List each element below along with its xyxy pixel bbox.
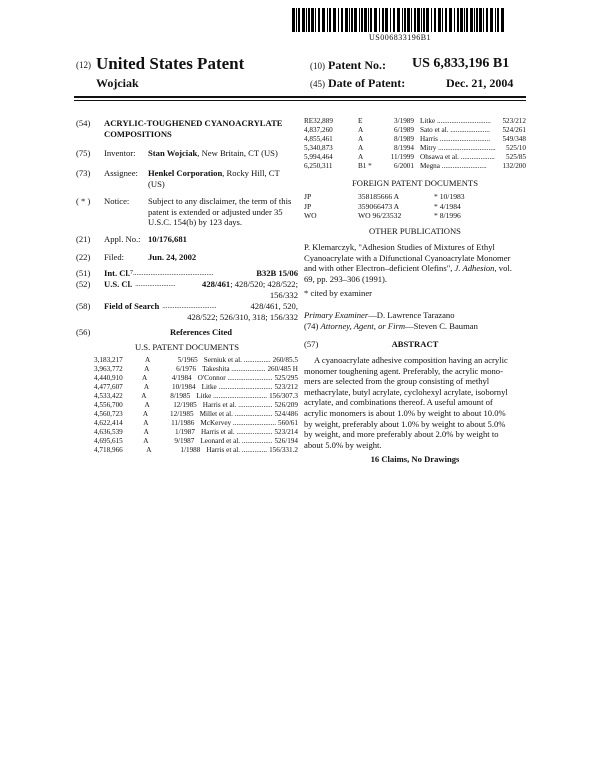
us-ref-row (94, 410, 298, 419)
ref-date: 5/1965 (177, 356, 198, 364)
ref-kind: A (142, 410, 149, 418)
ref-number: 4,636,539 (94, 428, 123, 436)
patent-no-tag: (10) (310, 61, 325, 71)
us-refs-list-right (304, 117, 526, 171)
refs-heading: References Cited (169, 327, 233, 337)
other-pub-line3-a: and with other Electron–deficient Olefins", (304, 263, 453, 274)
ref-number: 4,556,700 (94, 401, 123, 409)
barcode-bar (292, 8, 295, 32)
barcode-bar (454, 8, 455, 32)
filed-block (76, 252, 296, 263)
search-line1: 428/461, 520, (250, 301, 298, 311)
barcode-bar (417, 8, 420, 32)
ref-number: 3,963,772 (94, 365, 123, 373)
barcode-bar (445, 8, 447, 32)
us-ref-row (94, 419, 298, 428)
notice-line2: patent is extended or adjusted under 35 (148, 206, 283, 217)
foreign-number: 358185666 A (358, 192, 400, 201)
ref-kind: A (358, 135, 364, 143)
us-ref-row (94, 401, 298, 410)
abstract-heading-block (304, 339, 526, 350)
barcode-bar (483, 8, 484, 32)
barcode-bar (438, 8, 441, 32)
barcode-bar (449, 8, 452, 32)
barcode-bar (302, 8, 305, 32)
barcode-bar (338, 8, 339, 32)
ref-inventor: Megna ......................... (420, 162, 487, 170)
search-dots: ............................... (162, 302, 217, 310)
other-pub-line2: Cyanoacrylate with a Difunctional Cyanoacrylate Monomer (304, 252, 511, 263)
us-ref-row (94, 446, 298, 455)
foreign-number: 359066473 A (358, 201, 400, 211)
ref-number: 5,994,464 (304, 153, 333, 161)
us-ref-row (94, 437, 298, 446)
us-ref-cont-row (304, 135, 526, 144)
inventor-rest: , New Britain, CT (US) (197, 148, 278, 158)
examiner-value: —D. Lawrence Tarazano (368, 310, 455, 320)
ref-class: 260/85.5 (272, 356, 298, 364)
ref-inventor: Sato et al. ...................... (420, 126, 490, 134)
intcl-value: B32B 15/06 (256, 268, 298, 278)
us-ref-cont-row (304, 126, 526, 135)
barcode-bar (382, 8, 384, 32)
appl-label: Appl. No.: (104, 234, 141, 244)
barcode-bar (308, 8, 310, 32)
uscl-code: (52) (76, 279, 91, 289)
ref-date: 11/1986 (171, 419, 195, 427)
ref-number: 4,533,422 (94, 392, 123, 400)
title-code: (54) (76, 118, 91, 128)
ref-kind: A (144, 356, 151, 364)
barcode-bar (466, 8, 468, 32)
ref-class: 526/194 (274, 437, 298, 445)
ref-date: 1/1987 (174, 428, 195, 436)
us-docs-heading: U.S. PATENT DOCUMENTS (134, 342, 240, 352)
ref-class: 156/307.3 (269, 392, 299, 400)
other-pub-line1: P. Klemarczyk, "Adhesion Studies of Mixtures of Ethyl (304, 242, 495, 252)
ref-number: RE32,889 (304, 117, 333, 125)
assignee-line2: (US) (148, 178, 165, 189)
uscl-bold: 428/461 (202, 279, 231, 289)
ref-kind: B1 * (358, 162, 372, 170)
uscl-label: U.S. Cl. (104, 279, 133, 289)
barcode-bar (364, 8, 367, 32)
foreign-ref-row (304, 211, 526, 221)
us-ref-row (94, 428, 298, 437)
attorney-line (304, 321, 526, 332)
notice-code: ( * ) (76, 196, 91, 206)
ref-class: 524/261 (502, 126, 526, 134)
ref-number: 4,622,414 (94, 419, 123, 427)
abstract-heading: ABSTRACT (391, 339, 439, 349)
ref-date: 8/1985 (170, 392, 191, 400)
ref-number: 5,340,873 (304, 144, 333, 152)
title-block (76, 118, 296, 139)
attorney-code: (74) (304, 321, 319, 331)
header-inventor-name: Wojciak (96, 76, 139, 90)
abstract-line: methacrylate, butyl acrylate, cyclohexyl acrylate, isobornyl (304, 386, 508, 397)
us-ref-cont-row (304, 117, 526, 126)
ref-inventor: Harris et al. ................... (202, 401, 273, 409)
ref-number: 6,250,311 (304, 162, 333, 170)
barcode-bar (460, 8, 463, 32)
ref-kind: A (141, 392, 147, 400)
intcl-code: (51) (76, 268, 91, 278)
appl-value: 10/176,681 (148, 234, 187, 244)
other-pub-journal: J. Adhesion (454, 263, 495, 274)
date-label: Date of Patent: (328, 76, 406, 90)
barcode-bar (423, 8, 425, 32)
filed-code: (22) (76, 252, 91, 262)
barcode-bar (464, 8, 465, 32)
us-ref-row (94, 356, 298, 365)
ref-class: 525/10 (506, 144, 526, 152)
ref-number: 3,183,217 (94, 356, 123, 364)
barcode-bar (434, 8, 436, 32)
ref-number: 4,837,260 (304, 126, 333, 134)
ref-kind: A (358, 153, 364, 161)
barcode-bar (359, 8, 360, 32)
document-title: United States Patent (96, 54, 245, 73)
barcode-bar (318, 8, 320, 32)
ref-class: 526/209 (274, 401, 298, 409)
ref-kind: A (358, 126, 364, 134)
examiner-label: Primary Examiner (304, 310, 369, 320)
ref-inventor: Harris et al. .................... (200, 428, 273, 436)
appl-block (76, 234, 296, 245)
refs-code: (56) (76, 327, 91, 337)
header-left-tag: (12) (76, 60, 91, 70)
notice-block (76, 196, 298, 228)
ref-inventor: Millet et al. ..................... (199, 410, 273, 418)
ref-inventor: O'Connor ......................... (197, 374, 273, 382)
barcode-bar (470, 8, 473, 32)
barcode-bar (385, 8, 388, 32)
barcode-bar (311, 8, 314, 32)
attorney-label: Attorney, Agent, or Firm (320, 321, 406, 331)
barcode-bar (479, 8, 482, 32)
abstract-line: acrylic monomers is about 1.0% by weight to about 10.0% (304, 407, 506, 418)
barcode-bar (322, 8, 325, 32)
ref-date: 10/1984 (172, 383, 196, 391)
foreign-heading: FOREIGN PATENT DOCUMENTS (351, 178, 479, 188)
patent-no-value: US 6,833,196 B1 (412, 56, 510, 71)
date-value: Dec. 21, 2004 (446, 76, 514, 90)
other-pub-line3-b: , vol. (494, 263, 512, 274)
barcode-bar (426, 8, 429, 32)
inventor-bold: Stan Wojciak (148, 148, 198, 158)
intcl-sup: 7 (130, 270, 134, 276)
ref-number: 4,477,607 (94, 383, 123, 391)
barcode-bar (476, 8, 478, 32)
ref-class: 523/212 (502, 117, 526, 125)
assignee-rest: , Rocky Hill, CT (222, 168, 280, 178)
ref-date: 1/1988 (180, 446, 201, 454)
assignee-bold: Henkel Corporation (148, 168, 223, 178)
barcode-bar (306, 8, 307, 32)
inventor-label: Inventor: (104, 148, 136, 158)
intcl-dots: .............................................. (133, 269, 214, 277)
us-ref-row (94, 374, 298, 383)
us-ref-cont-row (304, 153, 526, 162)
ref-kind: A (144, 401, 150, 409)
ref-kind: A (144, 365, 150, 373)
us-ref-row (94, 392, 298, 401)
barcode-bar (411, 8, 412, 32)
ref-inventor: Litke .............................. (201, 383, 273, 391)
ref-date: 9/1987 (174, 437, 195, 445)
barcode-bar (457, 8, 459, 32)
other-pubs-block (304, 242, 526, 284)
filed-label: Filed: (104, 252, 125, 262)
ref-kind: A (143, 437, 149, 445)
ref-class: 525/85 (506, 153, 526, 161)
barcode-bar (442, 8, 443, 32)
uscl-block (76, 279, 298, 300)
foreign-ref-row (304, 202, 526, 212)
barcode-bar (390, 8, 391, 32)
us-ref-row (94, 383, 298, 392)
foreign-date: * 4/1984 (434, 201, 461, 211)
appl-code: (21) (76, 234, 91, 244)
inventor-code: (75) (76, 148, 91, 158)
ref-class: 523/212 (274, 383, 298, 391)
ref-class: 523/214 (274, 428, 298, 436)
examiner-line (304, 310, 526, 321)
ref-inventor: Serniuk et al. ............... (203, 356, 271, 364)
abstract-line: mers are selected from the group consisting of methyl (304, 376, 490, 387)
ref-kind: A (143, 428, 149, 436)
foreign-country: JP (304, 201, 312, 211)
other-pubs-heading: OTHER PUBLICATIONS (369, 226, 461, 236)
barcode-number: US006833196B1 (368, 33, 432, 42)
intcl-block (76, 268, 298, 279)
ref-date: 6/1989 (394, 126, 414, 134)
uscl-rest: ; 428/520; 428/522; (230, 279, 298, 289)
ref-kind: A (143, 383, 150, 391)
abstract-line: A cyanoacrylate adhesive composition having an acrylic (314, 355, 508, 365)
ref-date: 6/2001 (394, 162, 414, 170)
search-block (76, 301, 298, 322)
header-rule-thick (74, 96, 526, 98)
barcode-bar (351, 8, 353, 32)
abstract-line: monomer toughening agent. Preferably, the acrylic mono- (304, 365, 503, 376)
claims-line: 16 Claims, No Drawings (370, 454, 460, 464)
ref-number: 4,560,723 (94, 410, 123, 418)
ref-class: 260/485 H (267, 365, 298, 373)
barcode-bar (404, 8, 406, 32)
us-ref-cont-row (304, 144, 526, 153)
barcode-bar (345, 8, 348, 32)
barcode-bar (397, 8, 400, 32)
ref-inventor: McKervey ........................ (200, 419, 277, 427)
ref-date: 3/1989 (394, 117, 414, 125)
us-ref-row (94, 365, 298, 374)
ref-kind: A (141, 374, 148, 382)
ref-date: 8/1994 (394, 144, 414, 152)
refs-heading-block (76, 327, 298, 338)
barcode-bar (349, 8, 350, 32)
ref-number: 4,695,615 (94, 437, 123, 445)
ref-class: 524/486 (274, 410, 298, 418)
barcode-graphic (292, 8, 508, 32)
barcode-bar (501, 8, 504, 32)
abstract-line: by weight, preferably about 1.0% by weight to about 5.0% (304, 418, 506, 429)
barcode-bar (393, 8, 395, 32)
us-refs-list-left (94, 356, 298, 455)
ref-number: 4,718,966 (94, 446, 123, 454)
barcode-bar (298, 8, 300, 32)
search-label: Field of Search (104, 301, 160, 311)
ref-inventor: Harris et al. .............. (206, 446, 268, 454)
barcode-bar (431, 8, 432, 32)
barcode-bar (414, 8, 416, 32)
ref-class: 560/61 (278, 419, 298, 427)
abstract-line: acrylate, and combinations thereof. A useful amount of (304, 397, 493, 408)
barcode-bar (341, 8, 343, 32)
cited-note: * cited by examiner (304, 288, 373, 298)
search-code: (58) (76, 301, 91, 311)
ref-kind: A (358, 144, 364, 152)
barcode-bar (490, 8, 493, 32)
barcode-bar (327, 8, 328, 32)
ref-date: 12/1985 (170, 410, 194, 418)
other-pub-line4: 69, pp. 293–306 (1991). (304, 273, 388, 284)
header-rule-thin (74, 100, 526, 101)
ref-inventor: Harris ............................ (420, 135, 491, 143)
ref-number: 4,855,461 (304, 135, 333, 143)
ref-class: 525/295 (274, 374, 298, 382)
abstract-code: (57) (304, 339, 319, 349)
ref-date: 8/1989 (394, 135, 414, 143)
barcode-bar (486, 8, 488, 32)
abstract-line: about 5.0% by weight. (304, 439, 382, 450)
foreign-ref-row (304, 192, 526, 202)
ref-kind: E (358, 117, 363, 125)
barcode-bar (354, 8, 357, 32)
ref-date: 11/1999 (390, 153, 414, 161)
ref-inventor: Mitry ................................ (420, 144, 496, 152)
notice-line3: U.S.C. 154(b) by 123 days. (148, 217, 243, 228)
foreign-date: * 10/1983 (434, 192, 465, 201)
foreign-date: * 8/1996 (434, 211, 461, 221)
barcode-bar (296, 8, 297, 32)
barcode-bar (379, 8, 380, 32)
ref-date: 4/1984 (171, 374, 192, 382)
ref-kind: A (143, 419, 149, 427)
barcode-bar (329, 8, 331, 32)
attorney-value: —Steven C. Bauman (405, 321, 478, 331)
ref-kind: A (146, 446, 152, 454)
us-ref-cont-row (304, 162, 526, 171)
barcode (292, 8, 508, 32)
ref-date: 6/1976 (176, 365, 197, 373)
uscl-line2: 156/332 (269, 289, 298, 300)
barcode-bar (497, 8, 499, 32)
notice-line1: Subject to any disclaimer, the term of this (148, 196, 292, 206)
barcode-bar (495, 8, 496, 32)
ref-inventor: Litke .............................. (420, 117, 491, 125)
foreign-country: WO (304, 211, 317, 221)
uscl-dots: ....................... (135, 280, 176, 288)
ref-class: 549/348 (502, 135, 526, 143)
filed-value: Jun. 24, 2002 (148, 252, 197, 262)
barcode-bar (402, 8, 403, 32)
abstract-line: by weight, and more preferably about 2.0% by weight to (304, 429, 499, 440)
assignee-block (76, 168, 296, 189)
barcode-bar (368, 8, 369, 32)
date-tag: (45) (310, 79, 325, 89)
ref-class: 156/331.2 (269, 446, 299, 454)
patent-no-label: Patent No.: (328, 58, 386, 72)
barcode-bar (361, 8, 363, 32)
barcode-bar (421, 8, 422, 32)
ref-inventor: Takeshita ................... (202, 365, 266, 373)
ref-inventor: Leonard et al. ................. (200, 437, 273, 445)
foreign-refs-list (304, 192, 526, 221)
barcode-bar (374, 8, 377, 32)
barcode-bar (370, 8, 372, 32)
intcl-label: Int. Cl. (104, 268, 131, 278)
ref-number: 4,440,910 (94, 374, 123, 382)
ref-date: 12/1985 (173, 401, 197, 409)
abstract-body (304, 355, 526, 450)
invention-title-line1: ACRYLIC-TOUGHENED CYANOACRYLATE (104, 118, 283, 128)
assignee-label: Assignee: (104, 168, 138, 178)
ref-inventor: Ohsawa et al. ................... (420, 153, 495, 161)
search-line2: 428/522; 526/310, 318; 156/332 (187, 311, 298, 322)
inventor-block (76, 148, 296, 159)
barcode-bar (333, 8, 336, 32)
invention-title-line2: COMPOSITIONS (104, 128, 172, 139)
ref-class: 132/200 (502, 162, 526, 170)
notice-label: Notice: (104, 196, 130, 206)
barcode-bar (407, 8, 410, 32)
assignee-code: (73) (76, 168, 91, 178)
foreign-number: WO 96/23532 (358, 211, 402, 221)
barcode-bar (315, 8, 316, 32)
barcode-bar (474, 8, 475, 32)
ref-inventor: Litke .............................. (196, 392, 268, 400)
foreign-country: JP (304, 192, 312, 201)
